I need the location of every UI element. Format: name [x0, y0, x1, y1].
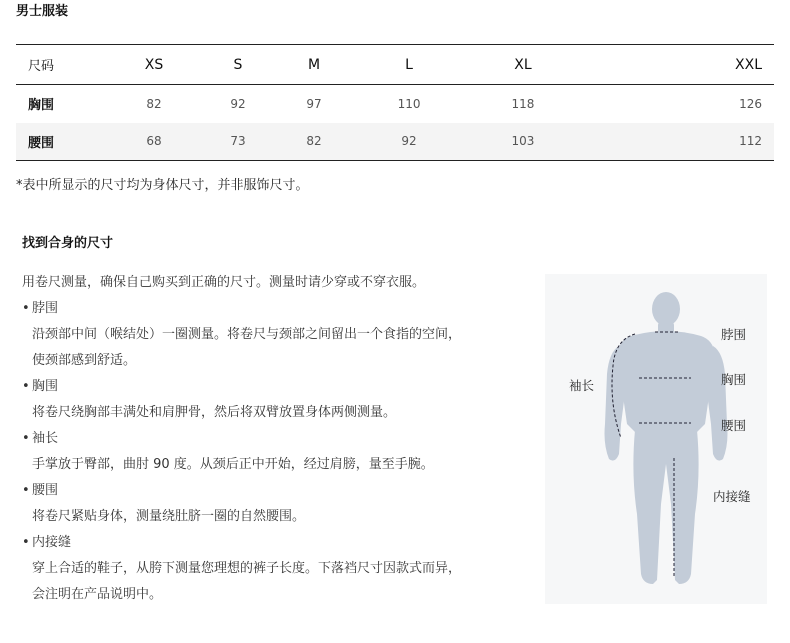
size-header: M: [307, 56, 321, 73]
waist-label: 腰围: [721, 418, 747, 433]
guide-item-sleeve: [22, 426, 522, 452]
guide-item-desc: 将卷尺紧贴身体，测量绕肚脐一圈的自然腰围。: [32, 509, 306, 524]
guide-item-label: 内接缝: [32, 535, 72, 550]
bullet: •: [22, 535, 30, 550]
bullet: •: [22, 379, 30, 394]
neck-label: 脖围: [721, 327, 747, 342]
guide-item-desc: 手掌放于臀部，曲肘 90 度。从颈后正中开始，经过肩膀，量至手腕。: [32, 457, 434, 472]
table-cell: 82: [306, 134, 322, 149]
fit-guide-title: 找到合身的尺寸: [22, 236, 114, 251]
guide-item-label: 脖围: [32, 301, 59, 316]
guide-item-neck: [22, 296, 522, 322]
guide-item-desc: 使颈部感到舒适。: [32, 353, 137, 368]
table-header-row: [16, 45, 774, 85]
fit-guide: [22, 270, 522, 608]
row-label: 腰围: [28, 135, 55, 151]
table-cell: 73: [230, 134, 246, 149]
bullet: •: [22, 301, 30, 316]
table-row: [16, 85, 774, 123]
fit-intro: 用卷尺测量，确保自己购买到正确的尺寸。测量时请少穿或不穿衣服。: [22, 275, 426, 290]
sleeve-label: 袖长: [569, 378, 595, 393]
table-cell: 68: [146, 134, 162, 149]
size-table: [16, 44, 774, 161]
table-cell: 92: [230, 96, 246, 111]
measurement-figure: [545, 274, 767, 604]
guide-item-chest: [22, 374, 522, 400]
section-title: 男士服装: [16, 4, 69, 19]
guide-item-desc: 会注明在产品说明中。: [32, 587, 163, 602]
table-cell: 92: [401, 134, 417, 149]
row-label: 胸围: [28, 98, 55, 114]
guide-item-waist: [22, 478, 522, 504]
guide-item-desc: 沿颈部中间（喉结处）一圈测量。将卷尺与颈部之间留出一个食指的空间，: [32, 327, 462, 342]
table-cell: 112: [739, 134, 762, 149]
bullet: •: [22, 431, 30, 446]
table-cell: 126: [739, 96, 762, 111]
guide-item-label: 胸围: [32, 379, 59, 394]
chest-label: 胸围: [721, 372, 747, 387]
size-header: XXL: [735, 56, 762, 73]
guide-item-label: 腰围: [32, 483, 59, 498]
guide-item-desc: 将卷尺绕胸部丰满处和肩胛骨，然后将双臂放置身体两侧测量。: [32, 405, 397, 420]
header-label: 尺码: [28, 59, 55, 74]
table-row: [16, 123, 774, 161]
table-cell: 110: [397, 96, 421, 111]
table-cell: 82: [146, 96, 162, 111]
guide-item-label: 袖长: [32, 431, 59, 446]
inseam-label: 内接缝: [713, 489, 751, 504]
size-header: XL: [514, 56, 532, 73]
size-header: XS: [144, 56, 164, 73]
size-header: L: [405, 56, 413, 73]
bullet: •: [22, 483, 30, 498]
table-cell: 97: [306, 96, 322, 111]
body-silhouette-icon: [545, 274, 767, 604]
guide-item-inseam: [22, 530, 522, 556]
guide-item-desc: 穿上合适的鞋子，从胯下测量您理想的裤子长度。下落裆尺寸因款式而异，: [32, 561, 462, 576]
size-header: S: [233, 56, 243, 73]
size-note: *表中所显示的尺寸均为身体尺寸，并非服饰尺寸。: [16, 178, 309, 193]
table-cell: 118: [511, 96, 535, 111]
table-cell: 103: [511, 134, 535, 149]
